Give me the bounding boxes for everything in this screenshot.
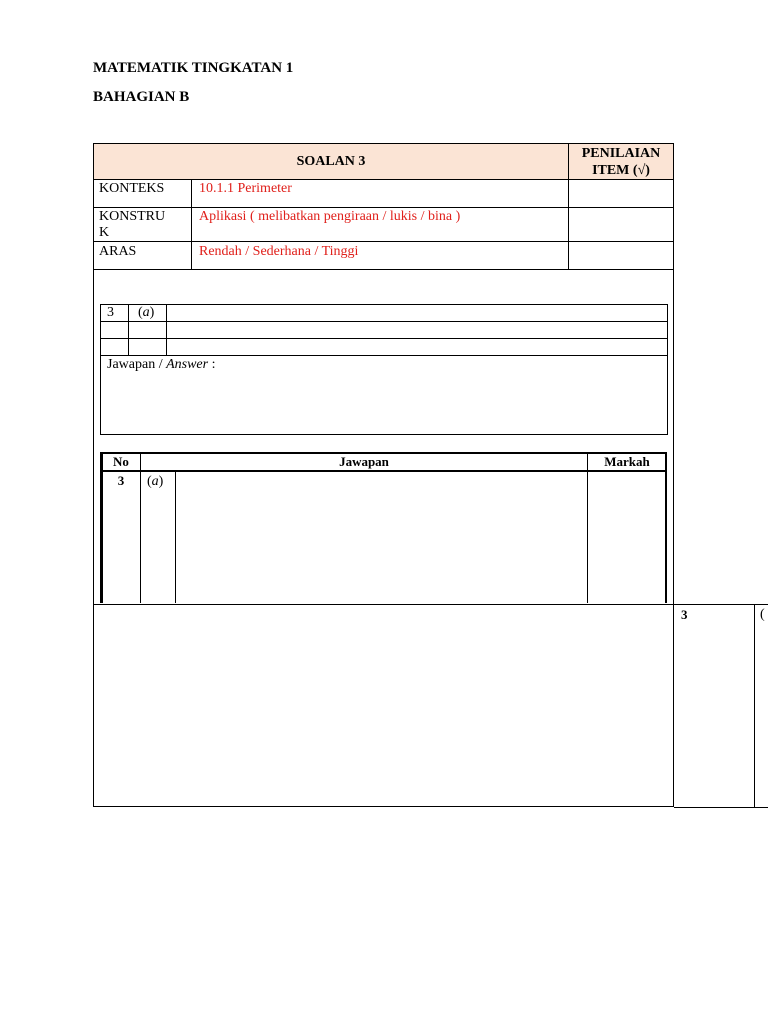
jawapan-row-number: 3 [117,473,125,488]
jawapan-row-part: (a) [147,474,164,489]
overflow-bottom [674,807,768,808]
info-divider [191,179,192,269]
jawapan-divider [587,452,588,603]
aras-label: ARAS [99,244,137,259]
konstruk-value: Aplikasi ( melibatkan pengiraan / lukis / bina ) [199,209,461,224]
konteks-label: KONTEKS [99,181,165,196]
section-title: BAHAGIAN B [93,89,190,105]
jawapan-divider [140,452,141,603]
answer-label: Jawapan / Answer : [107,357,216,372]
overflow-part: ( [760,607,765,622]
question-divider [166,304,167,355]
aras-value: Rendah / Sederhana / Tinggi [199,244,359,259]
question-divider [100,321,668,322]
question-divider [100,355,668,356]
question-part: (a) [138,305,155,320]
jawapan-divider [100,470,667,472]
info-divider [93,269,674,270]
overflow-divider [754,604,755,807]
col-no-header: No [113,454,129,469]
question-number: 3 [107,305,114,320]
soalan-label: SOALAN 3 [296,154,366,169]
lower-divider [93,604,768,605]
jawapan-table [100,452,667,603]
konstruk-label-wrap: K [99,225,110,240]
info-divider [93,179,674,180]
konteks-value: 10.1.1 Perimeter [199,181,292,196]
overflow-number: 3 [681,607,688,622]
col-jawapan-header: Jawapan [339,454,389,469]
info-divider [93,207,674,208]
question-divider [100,338,668,339]
penilaian-label-item: ITEM (√) [592,163,650,178]
penilaian-label: PENILAIAN [581,146,661,161]
info-divider [93,241,674,242]
document-title: MATEMATIK TINGKATAN 1 [93,60,294,76]
col-markah-header: Markah [604,454,650,469]
konstruk-label: KONSTRU [99,209,166,224]
jawapan-divider [175,471,176,603]
question-divider [128,304,129,355]
